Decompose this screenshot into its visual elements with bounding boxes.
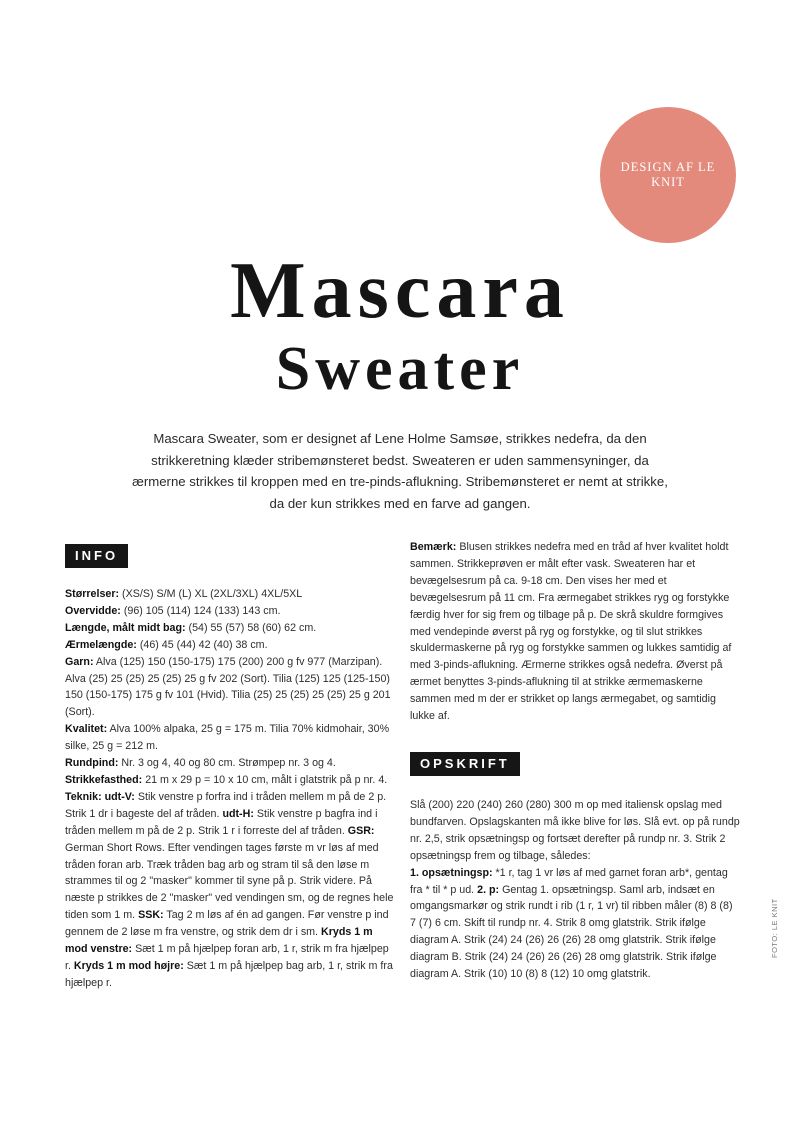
info-item-sizes: Størrelser: (XS/S) S/M (L) XL (2XL/3XL) 4XL/5XL: [65, 588, 303, 600]
info-item-quality: Kvalitet: Alva 100% alpaka, 25 g = 175 m. Tilia 70% kidmohair, 30% silke, 25 g = 212 m.: [65, 723, 390, 753]
pattern-intro: Slå (200) 220 (240) 260 (280) 300 m op med italiensk opslag med bundfarven. Opslagskanten må ikke blive for løs. Slå evt. op på rundp nr. 2,5, strik opsætningsp og fortsæt derefter på rundp nr. 3. Strik 2 opsætningsp frem og tilbage, således:: [410, 799, 740, 862]
note-paragraph: Bemærk: Blusen strikkes nedefra med en tråd af hver kvalitet holdt sammen. Strikkeprøven er målt efter vask. Sweateren har et bevægelsesrum på ca. 9-18 cm. Den vises her med et bevægelsesrum på 11 cm. Fra ærmegabet strikkes ryg og forstykke færdig hver for sig frem og tilbage på p. De skrå skuldre formgives med vendepinde øverst på ryg og forstykke, og til slut strikkes skuldermaskerne på ryg og forstykke sammen og lukkes samtidig af med 3-pinds-aflukning. Ærmerne strikkes også nedefra. Øverst på ærmet benyttes 3-pinds-aflukning til at strikke ærmemaskerne sammen med m der er strikket op langs ærmegabet, og samtidig lukke af.: [410, 541, 732, 723]
info-heading: INFO: [65, 544, 128, 568]
info-item-length: Længde, målt midt bag: (54) 55 (57) 58 (60) 62 cm.: [65, 621, 317, 634]
intro-paragraph: Mascara Sweater, som er designet af Lene Holme Samsøe, strikkes nedefra, da den strikkeretning klæder stribemønsteret bedst. Sweateren er uden sammensyninger, da ærmerne strikkes til kroppen med en tre-pinds-aflukning. Stribemønsteret er nemt at strikke, da der kun strikkes med en farve ad gangen.: [132, 431, 668, 511]
info-item-sleeve: Ærmelængde: (46) 45 (44) 42 (40) 38 cm.: [65, 638, 268, 651]
info-item-gauge: Strikkefasthed: 21 m x 29 p = 10 x 10 cm, målt i glatstrik på p nr. 4.: [65, 773, 388, 786]
title-line-2: Sweater: [275, 335, 525, 403]
info-item-needles: Rundpind: Nr. 3 og 4, 40 og 80 cm. Strømpep nr. 3 og 4.: [65, 757, 336, 770]
pattern-steps: 1. opsætningsp: *1 r, tag 1 vr løs af med garnet foran arb*, gentag fra * til * p ud. 2. p: Gentag 1. opsætningsp. Saml arb, indsæt en omgangsmarkør og strik rundt i rib (1 r, 1 vr) til ribben måler (8) 8 (8) 7 (7) 6 cm. Skift til rundp nr. 4. Strik 8 omg glatstrik. Strik ifølge diagram A. Strik (24) 24 (26) 26 (26) 28 omg glatstrik. Strik ifølge diagram B. Strik (24) 24 (26) 26 (26) 28 omg glatstrik. Strik ifølge diagram A. Strik (10) 10 (8) 8 (12) 10 omg glatstrik.: [410, 866, 733, 981]
info-item-technique: Teknik: udt-V: Stik venstre p forfra ind i tråden mellem m på de 2 p. Strik 1 dr i bageste del af tråden. udt-H: Stik venstre p bagfra ind i tråden mellem m på de 2 p. Strik 1 r i forreste del af tråden. GSR: German Short Rows. Efter vendingen tages første m vr løs af med tråden foran arb. Træk tråden bag arb og stram til så den løse m strammes til og 2 "masker" kommer til syne på p. Strik videre. På næste p strikkes de 2 "masker" ved vendingen sm, og de regnes hele tiden som 1 m. SSK: Tag 2 m løs af én ad gangen. Før venstre p ind gennem de 2 løse m fra venstre, og strik dem dr i sm. Kryds 1 m mod venstre: Sæt 1 m på hjælpep foran arb, 1 r, strik m fra hjælpep r. Kryds 1 m mod højre: Sæt 1 m på hjælpep bag arb, 1 r, strik m fra hjælpep r.: [65, 790, 394, 989]
photo-credit: FOTO: LE KNIT: [770, 898, 779, 958]
info-item-chest: Overvidde: (96) 105 (114) 124 (133) 143 cm.: [65, 604, 281, 617]
pattern-column: [410, 797, 740, 983]
note-column: [410, 539, 740, 725]
designer-badge: [600, 107, 736, 243]
info-column: [65, 586, 395, 992]
pattern-heading: OPSKRIFT: [410, 752, 520, 776]
designer-badge-text: DESIGN AF LE KNIT: [620, 160, 716, 189]
title-line-1: Mascara: [230, 247, 570, 335]
info-item-yarn: Garn: Alva (125) 150 (150-175) 175 (200) 200 g fv 977 (Marzipan). Alva (25) 25 (25) 25 (25) 25 g fv 202 (Sort). Tilia (125) 125 (125-150) 150 (150-175) 175 g fv 101 (Hvid). Tilia (25) 25 (25) 25 (25) 25 g 201 (Sort).: [65, 655, 391, 719]
